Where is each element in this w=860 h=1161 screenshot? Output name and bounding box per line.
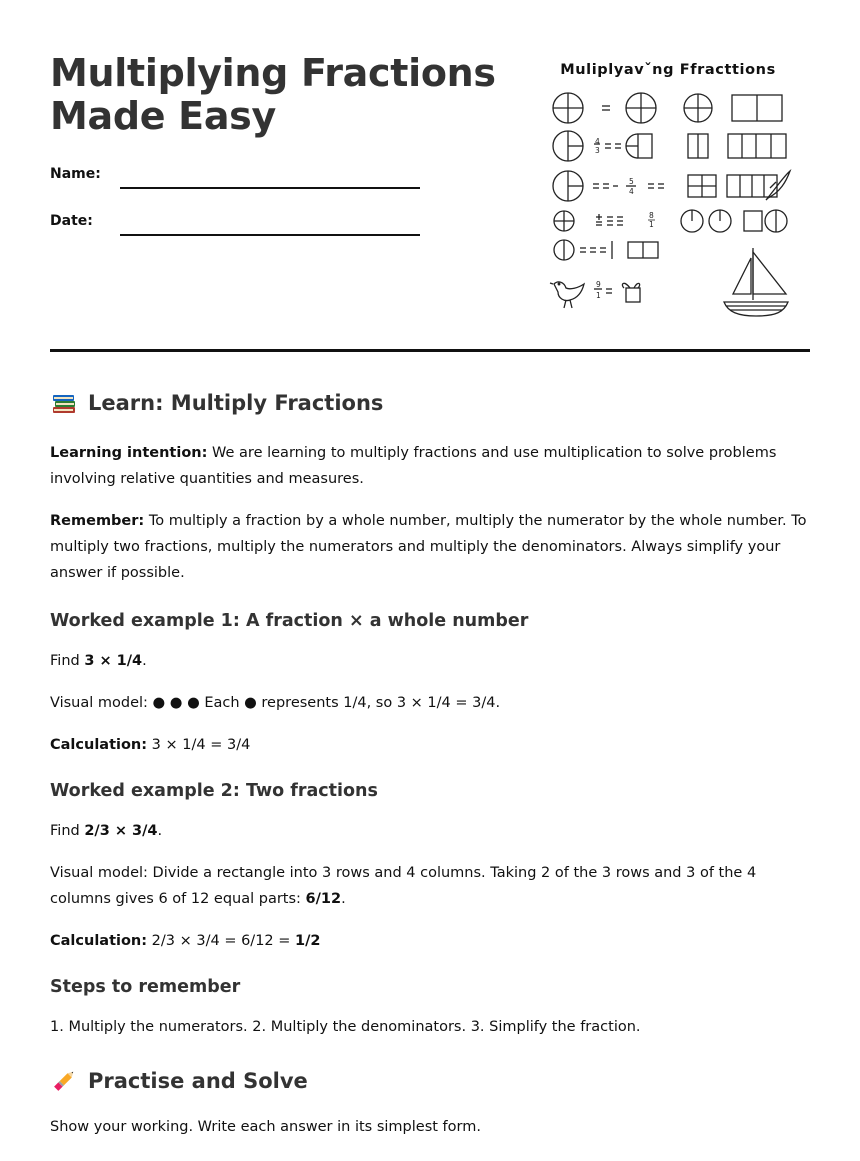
main-content xyxy=(50,386,810,1156)
remember-note xyxy=(50,508,810,586)
learning-intention xyxy=(50,440,810,492)
fraction-denominator: 1 xyxy=(596,291,601,300)
fraction-numerator: 5 xyxy=(629,177,634,186)
practise-heading-text: Practise and Solve xyxy=(88,1069,308,1093)
page-title xyxy=(50,52,496,138)
example2-find xyxy=(50,818,810,844)
example1-find-suffix: . xyxy=(142,653,147,669)
example1-heading: Worked example 1: A fraction × a whole number xyxy=(50,611,529,631)
example2-visual xyxy=(50,860,810,912)
fractions-illustration xyxy=(540,58,800,318)
example1-calc-text: 3 × 1/4 = 3/4 xyxy=(147,737,251,753)
title-line-2: Made Easy xyxy=(50,94,276,138)
example2-find-suffix: . xyxy=(157,823,163,839)
fraction-denominator: 4 xyxy=(629,187,634,196)
practise-heading xyxy=(50,1064,810,1098)
example2-find-prefix: Find xyxy=(50,823,85,839)
example1-calculation xyxy=(50,732,810,758)
fraction-numerator: 8 xyxy=(649,211,654,220)
practise-instructions: Show your working. Write each answer in its simplest form. xyxy=(50,1119,481,1135)
example1-find-prefix: Find xyxy=(50,653,85,669)
example2-calc-label: Calculation: xyxy=(50,933,148,949)
example2-visual-suffix: . xyxy=(341,891,346,907)
example1-find xyxy=(50,648,810,674)
example2-calc-text: 2/3 × 3/4 = 6/12 = xyxy=(147,933,296,949)
pencil-icon xyxy=(50,1067,78,1095)
fraction-denominator: 3 xyxy=(595,146,600,155)
fraction-numerator: 9 xyxy=(596,280,601,289)
learn-heading xyxy=(50,386,810,420)
name-field[interactable] xyxy=(120,187,420,189)
example1-visual: Visual model: ● ● ● Each ● represents 1/4, so 3 × 1/4 = 3/4. xyxy=(50,695,501,711)
example2-visual-text: Visual model: Divide a rectangle into 3 rows and 4 columns. Taking 2 of the 3 rows and 3 of the 4 columns gives 6 of 12 equal parts: xyxy=(50,865,757,907)
name-label: Name: xyxy=(50,166,101,182)
header-divider xyxy=(50,349,810,352)
fraction-numerator: 4 xyxy=(595,137,600,146)
date-label: Date: xyxy=(50,213,93,229)
remember-label: Remember: xyxy=(50,513,145,529)
fraction-numbers xyxy=(540,58,800,318)
example2-calculation xyxy=(50,928,810,954)
steps-heading: Steps to remember xyxy=(50,977,241,997)
date-field[interactable] xyxy=(120,234,420,236)
steps-text: 1. Multiply the numerators. 2. Multiply the denominators. 3. Simplify the fraction. xyxy=(50,1019,641,1035)
example2-visual-result: 6/12 xyxy=(305,891,342,907)
example1-calc-label: Calculation: xyxy=(50,737,148,753)
example1-find-expr: 3 × 1/4 xyxy=(84,653,143,669)
remember-text: To multiply a fraction by a whole number, multiply the numerator by the whole number. To multiply two fractions, multiply the numerators and multiply the denominators. Always simplify your answer if possible. xyxy=(50,513,807,581)
learning-intention-text: We are learning to multiply fractions and use multiplication to solve problems involving relative quantities and measures. xyxy=(50,445,777,487)
books-icon xyxy=(50,389,78,417)
example2-calc-answer: 1/2 xyxy=(295,933,321,949)
learn-heading-text: Learn: Multiply Fractions xyxy=(88,391,384,415)
learning-intention-label: Learning intention: xyxy=(50,445,208,461)
example2-heading: Worked example 2: Two fractions xyxy=(50,781,378,801)
illustration-title: Muliplyavˇng Ffracttions xyxy=(560,62,776,78)
example2-find-expr: 2/3 × 3/4 xyxy=(84,823,158,839)
fraction-denominator: 1 xyxy=(649,220,654,229)
title-line-1: Multiplying Fractions xyxy=(50,51,496,95)
